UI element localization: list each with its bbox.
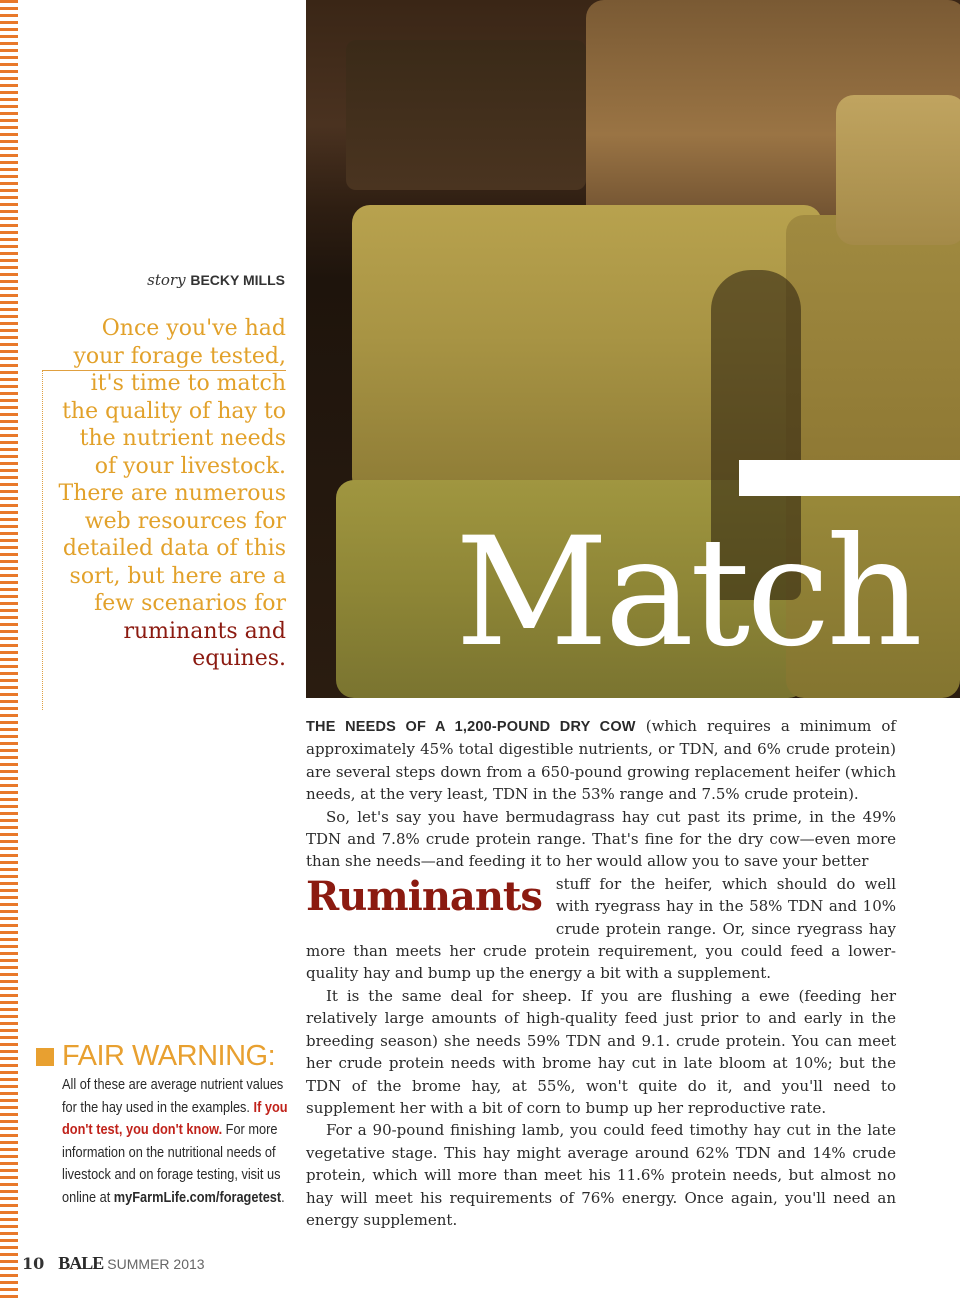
byline-author: BECKY MILLS — [190, 272, 285, 288]
byline — [147, 271, 285, 289]
photo-bale — [836, 95, 960, 245]
magazine-logo: BALE — [58, 1253, 104, 1273]
paragraph-4 — [306, 1119, 896, 1231]
issue-label: SUMMER 2013 — [107, 1255, 205, 1272]
page-footer — [22, 1253, 205, 1274]
paragraph-2-text: So, let's say you have bermudagrass hay cut past its prime, in the 49% TDN and 7.8% crude protein range. That's fine for the dry cow—even more than she needs—and feeding it to her would allow you to save your better — [306, 807, 896, 871]
paragraph-1-text: (which requires a minimum of approximately 45% total digestible nutrients, or TDN, and 6% crude protein) are several steps down from a 650-pound growing replacement heifer (which needs, at the very least, TDN in the 53% range and 7.5% crude protein). — [306, 717, 896, 804]
paragraph-3-text: It is the same deal for sheep. If you are flushing a ewe (feeding her relatively large amounts of high-quality feed just prior to and early in the breeding season) she needs 59% TDN and 9.1. crude protein. You can meet her crude protein needs with brome hay cut in late bloom at 10%; but the TDN of the brome hay, at 55%, won't quite do it, and you'll need to supplement her with a bit of corn to bump up her reproductive rate. — [306, 986, 896, 1117]
article-body — [306, 715, 896, 1231]
fair-warning-end: . — [281, 1189, 285, 1206]
lead-in: THE NEEDS OF A 1,200-POUND DRY COW — [306, 719, 636, 735]
byline-prefix: story — [147, 271, 186, 289]
pullquote-text: Once you've had your forage tested, it's time to match the quality of hay to the nutrient needs of your livestock. There are numerous web resources for detailed data of this sort, but here are a few scenarios for — [58, 316, 286, 616]
paragraph-4-text: For a 90-pound finishing lamb, you could feed timothy hay cut in the late vegetative stage. This hay might average around 62% TDN and 14% crude protein, which will more than meet his 11.6% protein needs, but almost no hay will meet his requirements of 76% energy. Once again, you'll need an energy supplement. — [306, 1121, 896, 1229]
fair-warning-text-2: For more information on the nutritional needs of livestock and on forage testing, visit us online at — [62, 1122, 281, 1206]
paragraph-2 — [306, 806, 896, 873]
paragraph-2-cont-text: stuff for the heifer, which should do well with ryegrass hay in the 58% TDN and 10% crude protein range. Or, since ryegrass hay more than meets her crude protein requirement, you could feed a lower-quality hay and bump up the energy a bit with a supplement. — [306, 874, 896, 983]
fair-warning-red-text: If you don't test, you don't know. — [62, 1099, 288, 1138]
fair-warning-text — [62, 1074, 293, 1209]
fair-warning-square-icon — [36, 1048, 54, 1066]
page-number: 10 — [22, 1254, 45, 1273]
paragraph-1 — [306, 715, 896, 806]
section-subhead: Ruminants — [306, 872, 542, 920]
headline-bar — [739, 460, 960, 496]
fair-warning-link[interactable]: myFarmLife.com/foragetest — [113, 1189, 282, 1206]
pullquote-red-text: ruminants and equines. — [123, 618, 286, 671]
fair-warning-text-1: All of these are average nutrient values for the hay used in the examples. — [62, 1077, 284, 1116]
paragraph-3 — [306, 985, 896, 1119]
pullquote-vertical-rule — [42, 370, 43, 710]
pullquote — [55, 315, 286, 673]
photo-bale — [346, 40, 586, 190]
headline: Match — [455, 506, 919, 680]
fair-warning-title: FAIR WARNING: — [62, 1040, 276, 1072]
paragraph-2-continued — [306, 873, 896, 985]
decorative-stripe — [0, 0, 18, 1300]
